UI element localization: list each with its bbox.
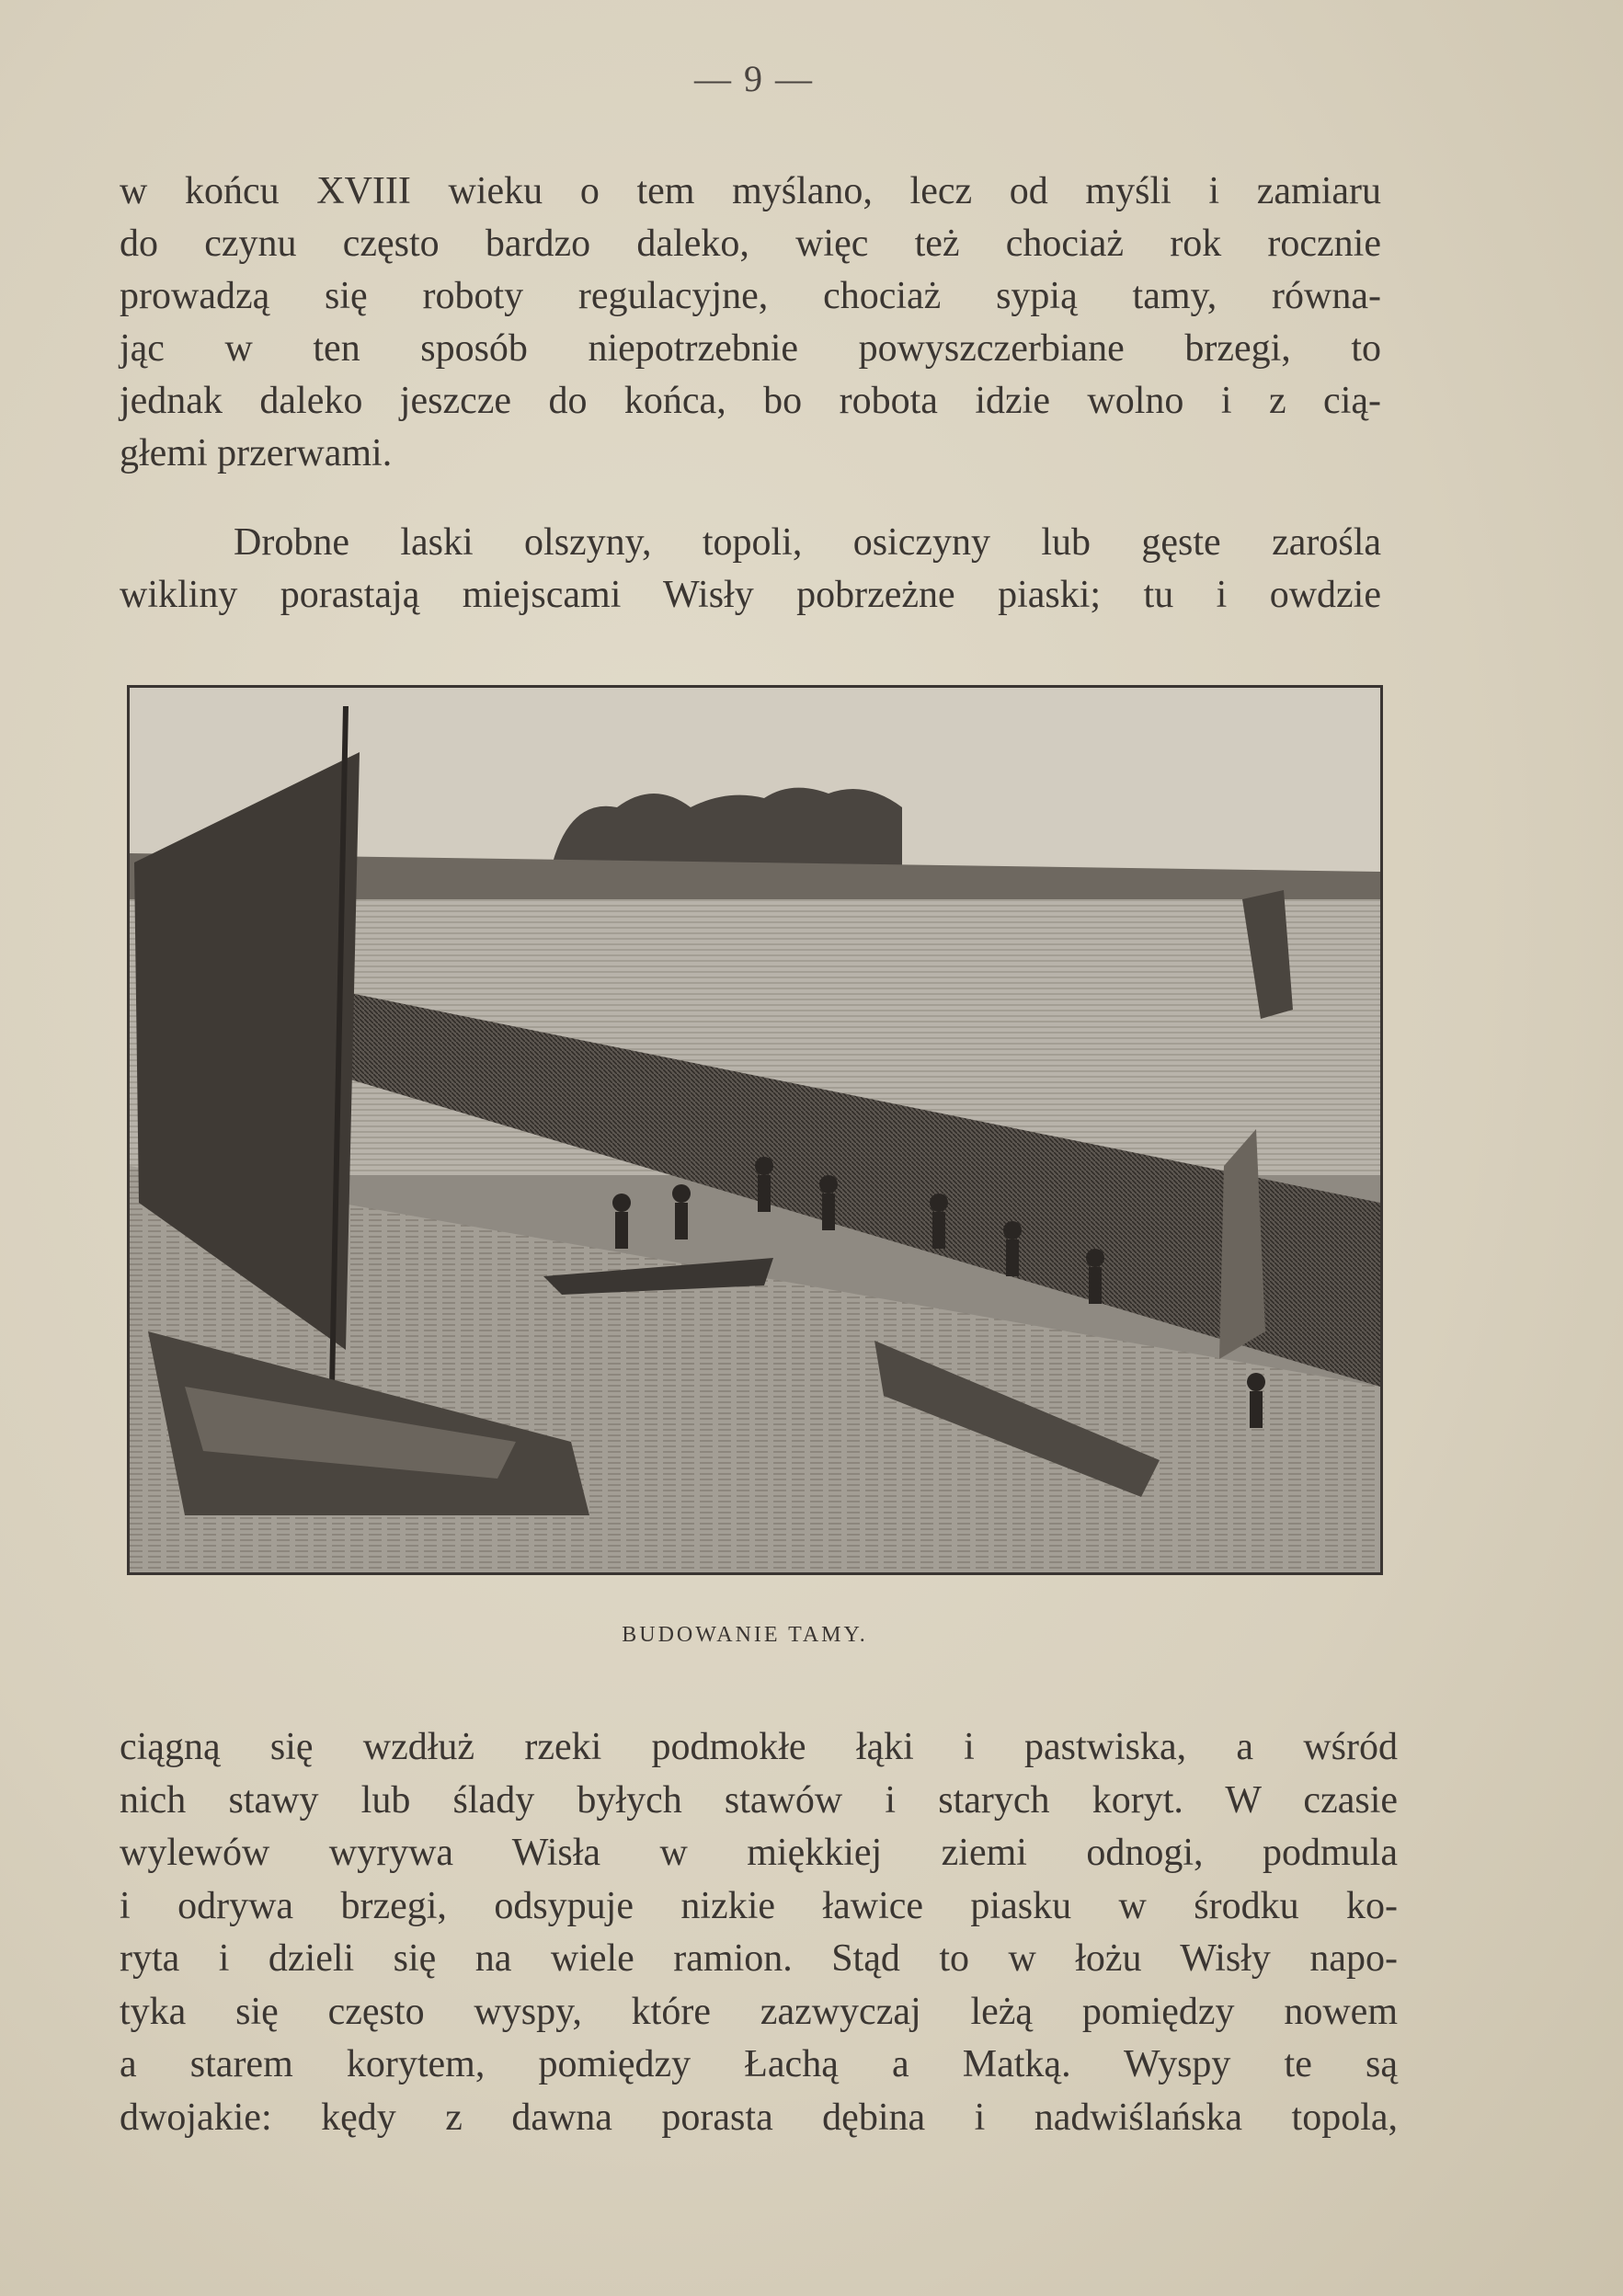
text-line: a starem korytem, pomiędzy Łachą a Matką. Wyspy te są [120,2043,1398,2085]
text-line: wylewów wyrywa Wisła w miękkiej ziemi odnogi, podmula [120,1832,1398,1874]
paragraph-3 [120,1721,1398,2144]
paragraph-2 [120,517,1381,622]
figure-caption: BUDOWANIE TAMY. [622,1623,868,1647]
text-line: i odrywa brzegi, odsypuje nizkie ławice piasku w środku ko- [120,1884,1398,1927]
text-line: ryta i dzieli się na wiele ramion. Stąd to w łożu Wisły napo- [120,1937,1398,1980]
text-line: wikliny porastają miejscami Wisły pobrzeżne piaski; tu i owdzie [120,574,1381,616]
page-number: — 9 — [694,58,814,99]
text-line: do czynu często bardzo daleko, więc też chociaż rok rocznie [120,223,1381,265]
paragraph-1 [120,166,1381,480]
text-line: ciągną się wzdłuż rzeki podmokłe łąki i pastwiska, a wśród [120,1726,1398,1768]
engraving-illustration [127,685,1383,1575]
text-line: prowadzą się roboty regulacyjne, chociaż sypią tamy, równa- [120,275,1381,317]
text-line: głemi przerwami. [120,432,393,474]
text-line: jednak daleko jeszcze do końca, bo robota idzie wolno i z cią- [120,380,1381,422]
text-line: dwojakie: kędy z dawna porasta dębina i nadwiślańska topola, [120,2096,1398,2139]
text-line: Drobne laski olszyny, topoli, osiczyny lub gęste zarośla [234,521,1381,564]
text-line: w końcu XVIII wieku o tem myślano, lecz od myśli i zamiaru [120,170,1381,212]
engraving-image [130,688,1380,1572]
text-line: tyka się często wyspy, które zazwyczaj leżą pomiędzy nowem [120,1990,1398,2033]
text-line: jąc w ten sposób niepotrzebnie powyszczerbiane brzegi, to [120,327,1381,370]
text-line: nich stawy lub ślady byłych stawów i starych koryt. W czasie [120,1778,1398,1822]
